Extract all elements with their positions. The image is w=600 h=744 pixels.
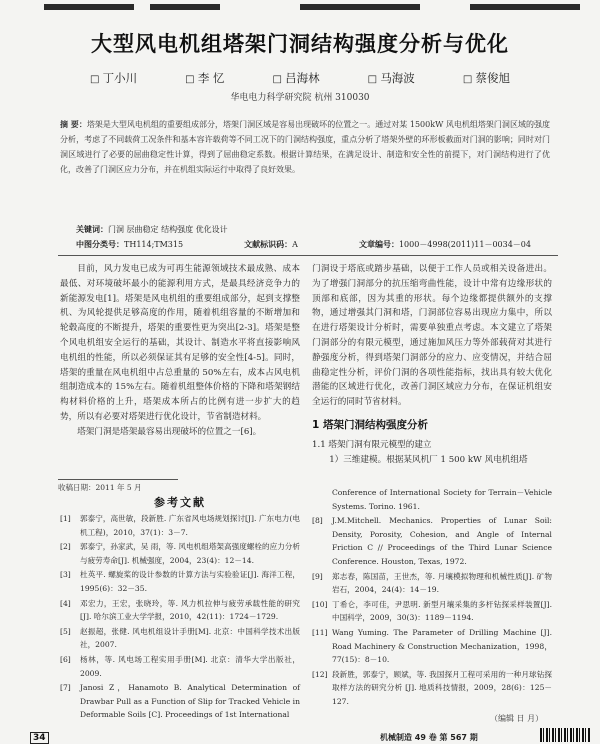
- body-paragraph: 目前，风力发电已成为可再生能源领域技术最成熟、成本最低、对环境破坏最小的能源利用方式，是最具经济竞争力的新能源发电[1]。塔架是风电机组的重要组成部分，起到支撑整机、为风轮提供足够高度的作用，随着机组容量的不断增加和轮毂高度的不断提升，塔架的重要性更为突出[2-3]。塔架是整个风电机组安全运行的基础，其设计、制造水平将直接影响风电机组的性能，所以必须保证其有足够的安全性[4-5]。同时，塔架的重量在风电机组中占总重量的 50%左右，成本占风电机组制造成本的 15%左右。随着机组整体价格的下降和塔架钢结构材料价格的上升，塔架成本所占的比例有进一步扩大的趋势，所以有必要对塔架进行优化设计，节省制造材料。: [60, 264, 300, 422]
- author-list: [90, 70, 510, 86]
- classification-row: [76, 239, 531, 250]
- header-rule-bars: [0, 0, 600, 18]
- references-heading: 参考文献: [154, 496, 206, 509]
- page-number: 34: [30, 732, 49, 744]
- barcode-icon: [540, 728, 590, 742]
- body-paragraph: 1）三维建模。根据某风机厂 1 500 kW 风电机组塔: [329, 454, 528, 465]
- author-name: □ 蔡俊旭: [463, 70, 510, 86]
- reference-item: [5] 赵振超，张健. 风电机组设计手册[M]. 北京：中国科学技术出版社，2007.: [60, 626, 300, 650]
- keywords: [76, 224, 228, 235]
- received-date: 收稿日期：2011 年 5 月: [58, 483, 142, 492]
- references-left: [60, 512, 300, 723]
- divider: [58, 255, 558, 256]
- body-column-right: [312, 262, 552, 467]
- reference-item: [2] 郭泰宁，孙家武，吴 雨，等. 风电机组塔架高强度螺栓的应力分析与疲劳寿命[J]. 机械强度，2004，23(4)：12－14.: [60, 542, 300, 565]
- reference-item: [3] 杜英平. 螺旋桨的设计参数的计算方法与实验验证[J]. 海洋工程，1995(6)：32－35.: [60, 570, 300, 593]
- document-code: 文献标识码：A: [244, 240, 298, 249]
- abstract-text: 塔架是大型风电机组的重要组成部分，塔架门洞区域是容易出现破坏的位置之一。通过对某 1500kW 风电机组塔架门洞区域的强度分析，考虑了不同载荷工况条件和基本容许载荷等不同工况下的门洞结构强度，重点分析了塔架外壁的环形板截面对门洞的影响；同时对门洞区域进行了必要的屈曲稳定性计算，得到了屈曲稳定系数。根据计算结果，在满足设计、制造和安全性的前提下，对门洞结构进行了优化，改善了门洞区应力分布，并在机组实际运行中取得了良好效果。: [60, 120, 550, 174]
- body-paragraph: 门洞设于塔底或踏步基础，以便于工作人员或相关设备进出。为了增强门洞部分的抗压缩弯曲性能，设计中常有边缘形状的顶部和底部，因为其重的形状。每个边缘都提供额外的支撑物，通过增强其门洞和塔，门洞部位容易出现应力集中，所以在进行塔架设计分析时，需要单独重点考虑。本文建立了塔架门洞部分的有限元模型，通过施加风压力等外部载荷对其进行静强度分析，得到塔架门洞部分的应力、应变情况，并结合屈曲稳定性分析，评价门洞的各项性能指标，找出具有较大优化潜能的区域进行优化，改善门洞区域应力分布，在保证机组安全运行的同时节省材料。: [312, 264, 552, 408]
- author-name: □ 马海波: [368, 70, 415, 86]
- keywords-label: 关键词：: [76, 225, 108, 234]
- reference-item: [9] 郑志春，陈国苗，王世杰，等. 月壤模拟物理和机械性质[J]. 矿物岩石，2004，24(4)：14－19.: [312, 571, 552, 595]
- reference-item: [11] Wang Yuming. The Parameter of Drilling Machine [J]. Road Machinery & Construction Mechanization，1998，77(15)：8－10.: [312, 627, 552, 665]
- paper-title: 大型风电机组塔架门洞结构强度分析与优化: [91, 32, 509, 56]
- subsection-heading: 1.1 塔架门洞有限元模型的建立: [312, 439, 432, 450]
- author-name: □ 李 忆: [185, 70, 224, 86]
- reference-item: [4] 邓宏力，王宏，张晓玲，等. 风力机拉伸与疲劳承载性能的研究[J]. 哈尔滨工业大学学报，2010，42(11)：1724－1729.: [60, 598, 300, 622]
- affiliation: 华电电力科学研究院 杭州 310030: [230, 93, 370, 103]
- abstract-label: 摘 要：: [60, 120, 87, 129]
- clc-number: 中图分类号：TH114;TM315: [76, 240, 184, 249]
- reference-item: [6] 杨林，等. 风电场工程实用手册[M]. 北京：清华大学出版社，2009.: [60, 654, 300, 678]
- reference-item: [8] J.M.Mitchell. Mechanics. Properties of Lunar Soil: Density, Porosity, Cohesion, and Angle of Internal Friction C // Proceedings of the Third Lunar Science Conference. Houston, Texas, 1972.: [312, 516, 552, 566]
- body-column-left: [60, 262, 300, 440]
- author-name: □ 吕海林: [273, 70, 320, 86]
- reference-item: [7] Janosi Z，Hanamoto B. Analytical Determination of Drawbar Pull as a Function of Slip for Tracked Vehicle in Deformable Soils [C]. Proceedings of 1st International: [60, 683, 300, 720]
- author-name: □ 丁小川: [90, 70, 137, 86]
- article-number: 文章编号：1000－4998(2011)11－0034－04: [358, 240, 531, 249]
- editor-note: （编辑 日 月）: [490, 714, 544, 723]
- reference-item: [12] 段新胜，郭泰宁，顾斌，等. 我国探月工程可采用的一种月球钻探取样方法的研究分析 [J]. 地质科技情报，2009，28(6)：125－127.: [312, 669, 552, 706]
- reference-item: Conference of International Society for Terrain－Vehicle Systems. Torino. 1961.: [332, 488, 552, 511]
- journal-footer: 机械制造 49 卷 第 567 期: [380, 733, 478, 742]
- reference-item: [1] 郭泰宁，高世敏，段新胜. 广东省风电场规划探讨[J]. 广东电力(电机工程)，2010，37(1)：3－7.: [60, 514, 300, 537]
- keywords-text: 门洞 层曲稳定 结构强度 优化设计: [108, 225, 228, 234]
- footnote-rule: [58, 479, 178, 480]
- references-right: [312, 486, 552, 710]
- reference-item: [10] 丁希仑，李可佳，尹思明. 新型月壤采集的多杆钻探采样装置[J]. 中国科学，2009，30(3)：1189－1194.: [312, 599, 552, 623]
- section-heading: 1 塔架门洞结构强度分析: [312, 418, 428, 431]
- abstract: [60, 117, 550, 177]
- body-paragraph: 塔架门洞是塔架最容易出现破坏的位置之一[6]。: [77, 426, 262, 437]
